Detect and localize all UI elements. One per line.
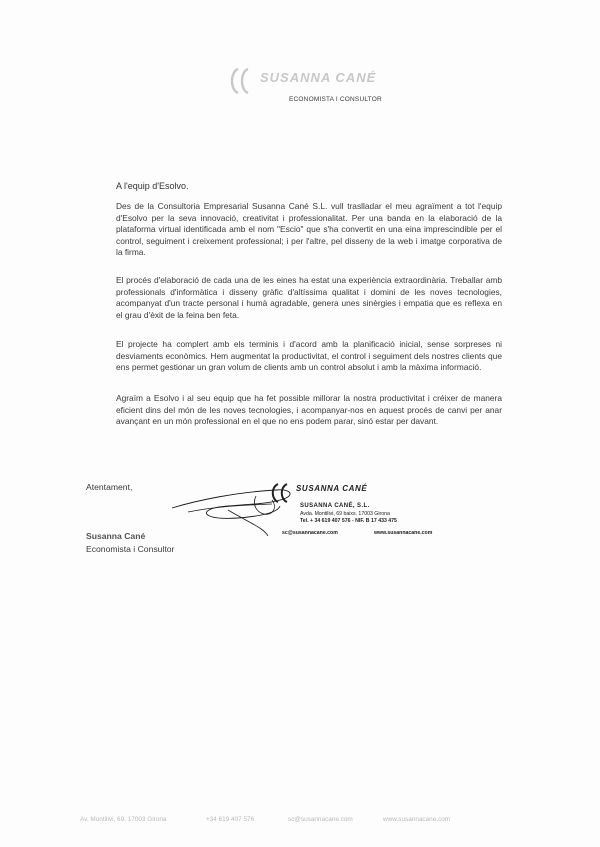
paragraph-3: El projecte ha complert amb els terminis i d'acord amb la planificació inicial, sense sorpreses ni desviaments econòmics. Hem augmentat la productivitat, el control i seguiment dels nostres clients que ens permet gestionar un gran volum de clients amb un control absolut i amb la màxima informació.	[116, 339, 502, 373]
footer-email: sc@susannacane.com	[288, 816, 353, 823]
footer-address: Av. Montilivi, 69. 17003 Girona	[80, 816, 167, 823]
stamp-web: www.susannacane.com	[374, 530, 433, 536]
footer-web: www.susannacane.com	[383, 816, 451, 823]
stamp-brand: SUSANNA CANÉ	[296, 484, 368, 493]
stamp-address: Avda. Montilivi, 69 baixs. 17003 Girona	[300, 511, 390, 517]
stamp-phone: Tel. + 34 619 407 576 - NIF. B 17 433 475	[300, 518, 397, 524]
signer-role: Economista i Consultor	[86, 544, 175, 554]
letterhead-subtitle: ECONOMISTA I CONSULTOR	[289, 96, 382, 103]
paragraph-4: Agraïm a Esolvo i al seu equip que ha fet possible millorar la nostra productivitat i créixer de manera eficient dins del món de les noves tecnologies, i acompanyar-nos en aquest procés de canvi per anar avançant en un món professional en el que no ens podem parar, sinó estar per davant.	[116, 393, 502, 427]
stamp-company: SUSANNA CANÉ, S.L.	[300, 503, 370, 509]
paragraph-1: Des de la Consultoria Empresarial Susanna Cané S.L. vull traslladar el meu agraïment a tot l'equip d'Esolvo per la seva innovació, creativitat i professionalitat. Per una banda en la elaboració de la plataforma virtual identificada amb el nom "Escio" que s'ha convertit en una eina imprescindible per el control, seguiment i creixement professional; i per l'altre, pel disseny de la web i imatge corporativa de la firma.	[116, 201, 502, 258]
closing: Atentament,	[86, 482, 133, 492]
salutation: A l'equip d'Esolvo.	[116, 181, 189, 191]
footer-phone: +34 619 407 576	[206, 816, 255, 823]
signer-name: Susanna Cané	[86, 531, 146, 541]
letter-footer	[0, 816, 600, 828]
stamp-monogram-icon	[268, 482, 294, 504]
stamp-email: sc@susannacane.com	[282, 530, 338, 536]
sc-monogram-icon	[226, 66, 256, 96]
letterhead-brand: SUSANNA CANÉ	[260, 70, 377, 85]
paragraph-2: El procés d'elaboració de cada una de les eines ha estat una experiència extraordinària. Treballar amb professionals d'informàtica i disseny gràfic d'altíssima qualitat i domini de les noves tecnologies, acompanyat d'un tracte personal i humà agradable, genera unes sinèrgies i empatia que es reflexa en el grau d'èxit de la feina ben feta.	[116, 275, 502, 320]
